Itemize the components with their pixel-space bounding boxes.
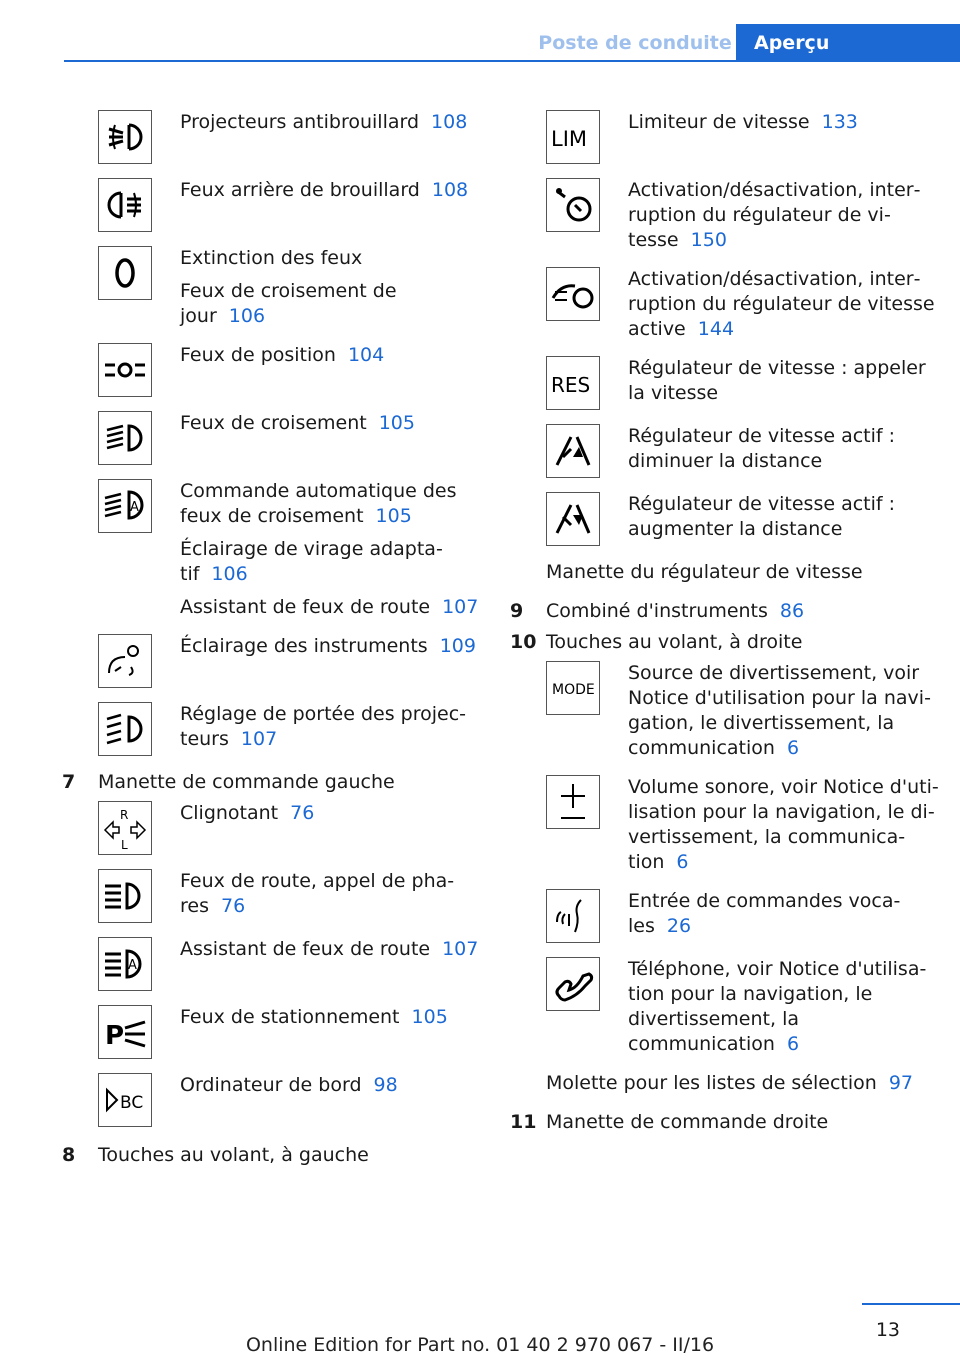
- entry-text: [600, 492, 940, 542]
- entry-text: [600, 775, 940, 875]
- caption-text: Molette pour les listes de sélection: [546, 1072, 877, 1094]
- entry-text: [600, 424, 940, 474]
- left-column: [62, 110, 482, 1168]
- icon-entry: [546, 356, 940, 410]
- volume-icon: [546, 775, 600, 829]
- entry-line: [628, 661, 940, 761]
- svg-text:R: R: [120, 808, 129, 822]
- entry-line-text: Feux de route, appel de phares: [180, 870, 455, 917]
- entry-line: [180, 702, 482, 752]
- distance-decrease-icon: [546, 424, 600, 478]
- entry-line-text: Réglage de portée des projecteurs: [180, 703, 467, 750]
- entry-line: [180, 1005, 482, 1030]
- turn-signal-icon: [98, 801, 152, 855]
- entry-line-text: Régulateur de vitesse actif : diminuer la distance: [628, 425, 896, 472]
- entry-line-text: Régulateur de vitesse : appeler la vitesse: [628, 357, 926, 404]
- header-section-tab[interactable]: Poste de conduite: [538, 32, 732, 54]
- entry-text: [152, 634, 482, 659]
- voice-command-icon: [546, 889, 600, 943]
- phone-icon: [546, 957, 600, 1011]
- entry-line: [180, 1073, 482, 1098]
- icon-entry: [98, 937, 482, 991]
- mode-button-icon: [546, 661, 600, 715]
- entry-line-text: Activation/désactivation, interruption du régulateur de vitesse active: [628, 268, 935, 340]
- icon-entry: [98, 246, 482, 329]
- instrument-lighting-icon: [98, 634, 152, 688]
- item-10: [510, 630, 940, 655]
- item-title: Manette de commande gauche: [98, 771, 395, 793]
- entry-line-text: Limiteur de vitesse: [628, 111, 810, 133]
- entry-line-text: Clignotant: [180, 802, 279, 824]
- entry-line-text: Activation/désactivation, interruption du régulateur de vitesse: [628, 179, 921, 251]
- item-title: Touches au volant, à droite: [546, 631, 803, 653]
- item-7: [62, 770, 482, 795]
- entry-line: [628, 775, 940, 875]
- page-ref-link[interactable]: 108: [431, 179, 469, 201]
- page-ref-link[interactable]: 76: [220, 895, 246, 917]
- icon-entry: [546, 661, 940, 761]
- item-number: 10: [510, 631, 537, 653]
- page-ref-link[interactable]: 98: [373, 1074, 398, 1096]
- item-number: 7: [62, 771, 76, 793]
- entry-text: [600, 267, 940, 342]
- item-9: [510, 599, 940, 624]
- entry-line: [180, 279, 482, 329]
- entry-line: [628, 356, 940, 406]
- icon-entry: [98, 1005, 482, 1059]
- fog-light-rear-icon: [98, 178, 152, 232]
- item-11: [510, 1110, 940, 1135]
- right-column: [510, 110, 940, 1135]
- high-beam-icon: [98, 869, 152, 923]
- page-ref-link[interactable]: 150: [690, 229, 727, 251]
- entry-text: [152, 178, 482, 203]
- svg-text:MODE: MODE: [552, 682, 595, 698]
- entry-line-text: Assistant de feux de route: [180, 938, 431, 960]
- entry-line-text: Feux de croisement: [180, 412, 367, 434]
- entry-text: [600, 178, 940, 253]
- entry-text: [152, 1073, 482, 1098]
- entry-text: [600, 957, 940, 1057]
- item-8: [62, 1143, 482, 1168]
- entry-text: [600, 356, 940, 406]
- svg-text:A: A: [128, 958, 137, 973]
- cruise-control-icon: [546, 178, 600, 232]
- page-ref-link[interactable]: 133: [821, 111, 858, 133]
- header-subsection-tab[interactable]: Aperçu: [736, 24, 960, 62]
- entry-text: [152, 801, 482, 826]
- high-beam-assist-icon: [98, 937, 152, 991]
- page-ref-link[interactable]: 26: [666, 915, 692, 937]
- svg-text:LIM: LIM: [551, 127, 588, 151]
- entry-line-text: Feux de croisement de jour: [180, 280, 397, 327]
- item-title: Manette de commande droite: [546, 1111, 829, 1133]
- page-ref-link[interactable]: 76: [290, 802, 315, 824]
- entry-line-text: Feux arrière de brouillard: [180, 179, 420, 201]
- entry-line: [180, 634, 482, 659]
- parking-light-side-icon: [98, 1005, 152, 1059]
- distance-increase-icon: [546, 492, 600, 546]
- entry-text: [152, 1005, 482, 1030]
- speed-limiter-icon: [546, 110, 600, 164]
- entry-line-text: Régulateur de vitesse actif : augmenter la distance: [628, 493, 896, 540]
- icon-entry: [98, 411, 482, 465]
- auto-low-beam-icon: [98, 479, 152, 533]
- icon-entry: [98, 634, 482, 688]
- entry-line: [180, 537, 482, 587]
- entry-text: [152, 110, 482, 135]
- entry-line: [180, 869, 482, 919]
- entry-line: [628, 267, 940, 342]
- entry-line: [180, 595, 482, 620]
- icon-entry: [546, 110, 940, 164]
- entry-line-text: Ordinateur de bord: [180, 1074, 362, 1096]
- page-ref-link[interactable]: 105: [378, 412, 415, 434]
- entry-line-text: Projecteurs antibrouillard: [180, 111, 420, 133]
- entry-text: [600, 661, 940, 761]
- item-title: Touches au volant, à gauche: [98, 1144, 369, 1166]
- active-cruise-control-icon: [546, 267, 600, 321]
- page-ref-link[interactable]: 105: [375, 505, 412, 527]
- icon-entry: [546, 492, 940, 546]
- entry-line: [628, 424, 940, 474]
- entry-line: [628, 178, 940, 253]
- cruise-lever-caption: Manette du régulateur de vitesse: [546, 561, 863, 583]
- footer-rule: [862, 1303, 960, 1305]
- entry-line-text: Source de divertissement, voir Notice d'utilisation pour la navigation, le divertissement, la communication: [628, 662, 931, 759]
- headlight-range-icon: [98, 702, 152, 756]
- parking-lights-icon: [98, 343, 152, 397]
- entry-line: [180, 937, 482, 962]
- entry-text: [152, 246, 482, 329]
- page-number: 13: [875, 1319, 900, 1341]
- icon-entry: [98, 801, 482, 855]
- entry-line-text: Commande automatique des feux de croisement: [180, 480, 457, 527]
- onboard-computer-icon: [98, 1073, 152, 1127]
- lights-off-icon: [98, 246, 152, 300]
- icon-entry: [546, 889, 940, 943]
- page-ref-link[interactable]: 6: [786, 737, 800, 759]
- entry-text: [152, 411, 482, 436]
- icon-entry: [98, 178, 482, 232]
- page-ref-link[interactable]: 6: [786, 1033, 800, 1055]
- entry-line: [180, 178, 482, 203]
- entry-text: [152, 702, 482, 752]
- entry-text: [152, 479, 482, 620]
- resume-speed-icon: [546, 356, 600, 410]
- item-number: 9: [510, 600, 524, 622]
- entry-text: [600, 889, 940, 939]
- entry-line: [180, 801, 482, 826]
- icon-entry: [98, 479, 482, 620]
- entry-line: [180, 246, 482, 271]
- item-title: Combiné d'instruments: [546, 600, 768, 622]
- page-ref-link[interactable]: 109: [439, 635, 476, 657]
- fog-lights-front-icon: [98, 110, 152, 164]
- entry-line-text: Téléphone, voir Notice d'utilisation pour la navigation, le divertissement, la communication: [628, 958, 927, 1055]
- page-ref-link[interactable]: 6: [676, 851, 689, 873]
- entry-line-text: Feux de position: [180, 344, 336, 366]
- page-ref-link[interactable]: 144: [697, 318, 735, 340]
- icon-entry: [546, 267, 940, 342]
- entry-text: [152, 869, 482, 919]
- icon-entry: [98, 343, 482, 397]
- entry-text: [152, 343, 482, 368]
- entry-text: [600, 110, 940, 135]
- entry-line-text: Entrée de commandes vocales: [628, 890, 901, 937]
- icon-entry: [546, 424, 940, 478]
- page-ref-link[interactable]: 86: [779, 600, 805, 622]
- entry-line: [628, 889, 940, 939]
- entry-line-text: Éclairage de virage adaptatif: [180, 538, 443, 585]
- page-ref-link[interactable]: 106: [211, 563, 248, 585]
- page-ref-link[interactable]: 107: [442, 938, 479, 960]
- edition-line: Online Edition for Part no. 01 40 2 970 067 - II/16: [245, 1334, 715, 1356]
- page-ref-link[interactable]: 106: [228, 305, 266, 327]
- svg-text:L: L: [121, 838, 128, 852]
- svg-text:BC: BC: [120, 1093, 144, 1113]
- entry-text: [152, 937, 482, 962]
- svg-text:P: P: [105, 1021, 125, 1051]
- item-number: 11: [510, 1111, 537, 1133]
- selection-wheel-caption: [510, 1071, 940, 1096]
- page-ref-link[interactable]: 104: [347, 344, 385, 366]
- svg-text:A: A: [130, 500, 139, 515]
- icon-entry: [98, 869, 482, 923]
- icon-entry: [98, 110, 482, 164]
- page-ref-link[interactable]: 107: [442, 596, 479, 618]
- entry-line: [628, 110, 940, 135]
- icon-entry: [98, 702, 482, 756]
- entry-line: [180, 110, 482, 135]
- entry-line-text: Feux de stationnement: [180, 1006, 400, 1028]
- svg-text:RES: RES: [551, 373, 591, 397]
- entry-line-text: Éclairage des instruments: [180, 635, 428, 657]
- page-ref-link[interactable]: 97: [888, 1072, 914, 1094]
- low-beam-icon: [98, 411, 152, 465]
- entry-line: [628, 492, 940, 542]
- entry-line: [628, 957, 940, 1057]
- icon-entry: [546, 178, 940, 253]
- item-number: 8: [62, 1144, 76, 1166]
- icon-entry: [98, 1073, 482, 1127]
- entry-line: [180, 479, 482, 529]
- entry-line: [180, 343, 482, 368]
- page-ref-link[interactable]: 108: [431, 111, 468, 133]
- entry-line-text: Extinction des feux: [180, 247, 363, 269]
- entry-line-text: Volume sonore, voir Notice d'utilisation pour la navigation, le divertissement, la communication: [628, 776, 939, 873]
- page-ref-link[interactable]: 107: [240, 728, 278, 750]
- icon-entry: [546, 775, 940, 875]
- page-ref-link[interactable]: 105: [411, 1006, 448, 1028]
- icon-entry: [546, 957, 940, 1057]
- entry-line: [180, 411, 482, 436]
- entry-line-text: Assistant de feux de route: [180, 596, 431, 618]
